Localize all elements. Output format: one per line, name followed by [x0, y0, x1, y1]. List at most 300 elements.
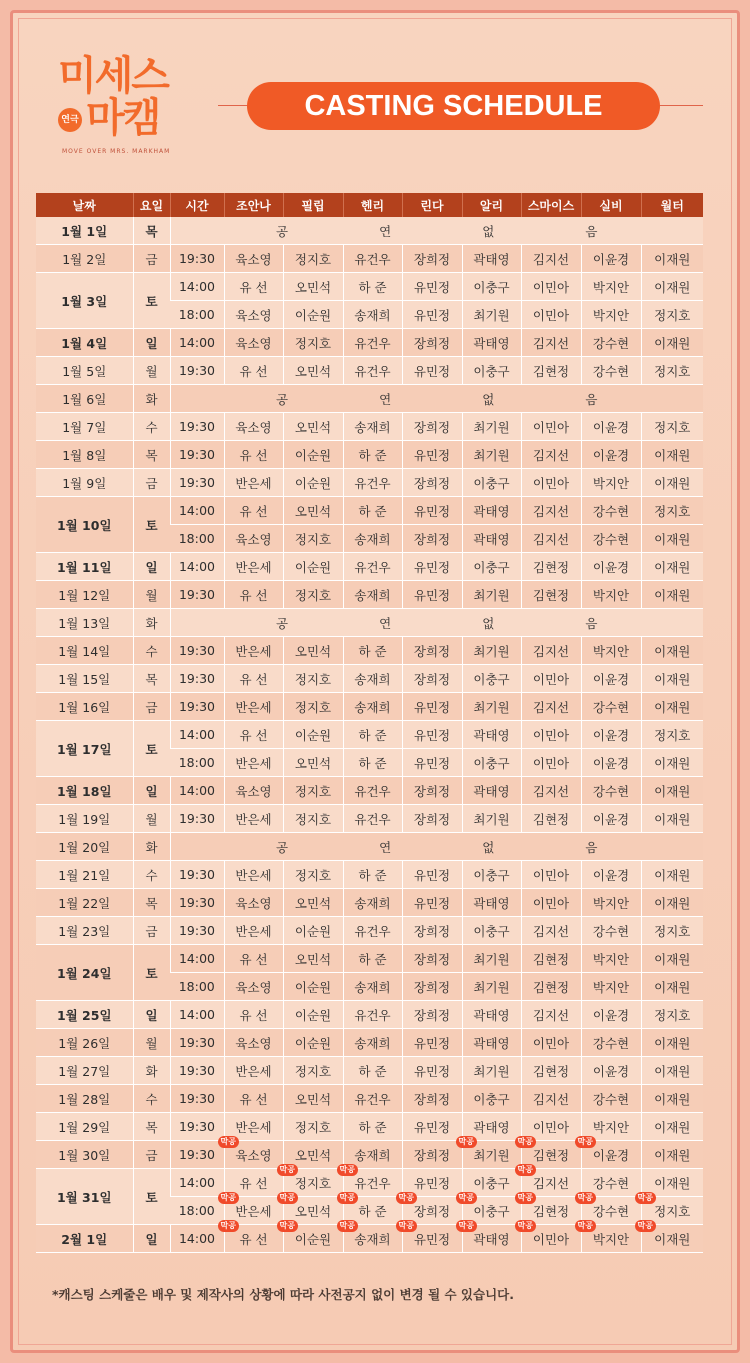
actor-name: 육소영: [235, 783, 272, 799]
table-row: [36, 329, 703, 357]
date-cell: 1월 5일: [36, 357, 133, 385]
cast-cell: [641, 917, 703, 945]
actor-name: 육소영: [235, 895, 272, 911]
cast-cell: [641, 1085, 703, 1113]
actor-name: 장희정: [413, 923, 451, 939]
time-cell: 19:30: [170, 413, 224, 441]
cast-cell: [283, 1057, 343, 1085]
cast-cell: [283, 1113, 343, 1141]
column-header: 스마이스: [521, 193, 581, 217]
actor-name: 이충구: [473, 867, 510, 883]
cast-cell: [402, 777, 462, 805]
date-cell: 1월 22일: [36, 889, 133, 917]
actor-name: 정지호: [294, 531, 332, 547]
actor-name: 유 선: [239, 671, 268, 687]
actor-name: 오민석: [294, 419, 332, 435]
cast-cell: [343, 1029, 402, 1057]
cast-cell: [402, 357, 462, 385]
cast-cell: [283, 1085, 343, 1113]
cast-cell: [402, 861, 462, 889]
cast-cell: [581, 805, 641, 833]
cast-cell: [641, 1113, 703, 1141]
cast-cell: [343, 917, 402, 945]
actor-name: 유민정: [413, 307, 451, 323]
table-row: [36, 469, 703, 497]
no-show-char: 음: [585, 839, 598, 855]
date-cell: 1월 3일: [36, 273, 133, 329]
table-row: [36, 217, 703, 245]
actor-name: 정지호: [654, 1203, 691, 1219]
cast-cell: [641, 301, 703, 329]
cast-cell: [521, 469, 581, 497]
cast-cell: [521, 1029, 581, 1057]
cast-cell: [462, 553, 521, 581]
cast-cell: [279, 1221, 343, 1253]
actor-name: 김현정: [532, 951, 570, 967]
cast-cell: [641, 1001, 703, 1029]
cast-cell: [343, 525, 402, 553]
actor-name: 이재원: [654, 699, 691, 715]
cast-cell: [224, 1001, 283, 1029]
cast-cell: [283, 553, 343, 581]
cast-cell: [462, 525, 521, 553]
cast-cell: [283, 721, 343, 749]
actor-name: 이재원: [654, 335, 691, 351]
actor-name: 강수현: [592, 923, 630, 939]
actor-name: 반은세: [235, 811, 272, 827]
actor-name: 송재희: [354, 419, 391, 435]
time-cell: 19:30: [170, 1029, 224, 1057]
cast-cell: [343, 1057, 402, 1085]
cast-cell: [581, 245, 641, 273]
cast-cell: [402, 973, 462, 1001]
weekday-cell: 금: [133, 245, 170, 273]
cast-cell: [224, 441, 283, 469]
cast-cell: [224, 329, 283, 357]
final-show-badge: 막공: [575, 1192, 596, 1204]
actor-name: 이윤경: [592, 727, 630, 743]
date-cell: 1월 1일: [36, 217, 133, 245]
actor-name: 육소영: [235, 531, 272, 547]
cast-cell: [283, 525, 343, 553]
cast-cell: [581, 777, 641, 805]
column-header: 실비: [581, 193, 641, 217]
actor-name: 하 준: [358, 643, 387, 659]
time-cell: 19:30: [170, 1085, 224, 1113]
final-show-badge: 막공: [218, 1220, 239, 1232]
cast-cell: [343, 497, 402, 525]
no-show-cell: [170, 833, 703, 861]
actor-name: 하 준: [358, 279, 387, 295]
actor-name: 유민정: [413, 755, 451, 771]
weekday-cell: 토: [133, 721, 170, 777]
actor-name: 이순원: [294, 1231, 332, 1247]
weekday-cell: 금: [133, 1141, 170, 1169]
actor-name: 이충구: [473, 1175, 510, 1191]
actor-name: 이충구: [473, 923, 510, 939]
actor-name: 육소영: [235, 1035, 272, 1051]
no-show-char: 없: [482, 615, 495, 631]
actor-name: 이윤경: [592, 671, 630, 687]
actor-name: 이재원: [654, 867, 691, 883]
actor-name: 장희정: [413, 251, 451, 267]
cast-cell: [462, 805, 521, 833]
cast-cell: [581, 469, 641, 497]
final-show-badge: 막공: [635, 1220, 656, 1232]
date-cell: 1월 17일: [36, 721, 133, 777]
cast-cell: [521, 917, 581, 945]
table-row: [36, 721, 703, 749]
actor-name: 유 선: [239, 363, 268, 379]
table-row: [36, 917, 703, 945]
actor-name: 박지안: [592, 979, 630, 995]
cast-cell: [343, 273, 402, 301]
cast-cell: [220, 1221, 283, 1253]
actor-name: 이순원: [294, 307, 332, 323]
actor-name: 정지호: [654, 1007, 691, 1023]
cast-cell: [224, 273, 283, 301]
actor-name: 김현정: [532, 559, 570, 575]
cast-cell: [581, 413, 641, 441]
cast-cell: [283, 357, 343, 385]
actor-name: 이재원: [654, 1091, 691, 1107]
actor-name: 송재희: [354, 699, 391, 715]
time-cell: 19:30: [170, 357, 224, 385]
column-header: 시간: [170, 193, 224, 217]
weekday-cell: 금: [133, 693, 170, 721]
casting-table: [36, 193, 703, 1253]
no-show-char: 연: [379, 223, 392, 239]
final-show-badge: 막공: [218, 1136, 239, 1148]
table-row: [36, 1029, 703, 1057]
date-cell: 1월 6일: [36, 385, 133, 413]
column-header: 알리: [462, 193, 521, 217]
time-cell: 19:30: [170, 581, 224, 609]
weekday-cell: 금: [133, 917, 170, 945]
final-show-badge: 막공: [635, 1192, 656, 1204]
column-header: 린다: [402, 193, 462, 217]
cast-cell: [343, 301, 402, 329]
actor-name: 김지선: [532, 643, 570, 659]
table-header-row: [36, 193, 703, 217]
cast-cell: [343, 777, 402, 805]
weekday-cell: 금: [133, 469, 170, 497]
actor-name: 육소영: [235, 1147, 272, 1163]
final-show-badge: 막공: [337, 1192, 358, 1204]
cast-cell: [521, 1001, 581, 1029]
cast-cell: [283, 273, 343, 301]
cast-cell: [224, 413, 283, 441]
table-row: [36, 1141, 703, 1169]
final-show-badge: 막공: [396, 1220, 417, 1232]
cast-cell: [343, 413, 402, 441]
no-show-char: 연: [379, 839, 392, 855]
actor-name: 장희정: [413, 335, 451, 351]
date-cell: 1월 30일: [36, 1141, 133, 1169]
actor-name: 정지호: [294, 811, 332, 827]
actor-name: 김지선: [532, 923, 570, 939]
cast-cell: [581, 721, 641, 749]
actor-name: 반은세: [235, 1203, 272, 1219]
actor-name: 정지호: [294, 251, 332, 267]
weekday-cell: 화: [133, 609, 170, 637]
actor-name: 장희정: [413, 531, 451, 547]
date-cell: 1월 18일: [36, 777, 133, 805]
actor-name: 곽태영: [473, 1231, 510, 1247]
cast-cell: [283, 889, 343, 917]
table-row: [36, 1169, 703, 1197]
cast-cell: [462, 469, 521, 497]
actor-name: 최기원: [473, 447, 510, 463]
date-cell: 1월 12일: [36, 581, 133, 609]
final-show-badge: 막공: [515, 1164, 536, 1176]
cast-cell: [224, 889, 283, 917]
cast-cell: [581, 329, 641, 357]
table-row: [36, 889, 703, 917]
cast-cell: [462, 637, 521, 665]
actor-name: 박지안: [592, 1119, 630, 1135]
weekday-cell: 화: [133, 385, 170, 413]
cast-cell: [402, 441, 462, 469]
weekday-cell: 수: [133, 413, 170, 441]
cast-cell: [283, 777, 343, 805]
cast-cell: [462, 721, 521, 749]
cast-cell: [343, 805, 402, 833]
actor-name: 유 선: [239, 447, 268, 463]
cast-cell: [224, 861, 283, 889]
actor-name: 이재원: [654, 755, 691, 771]
actor-name: 이재원: [654, 251, 691, 267]
actor-name: 김지선: [532, 503, 570, 519]
actor-name: 유 선: [239, 1091, 268, 1107]
cast-cell: [224, 721, 283, 749]
actor-name: 육소영: [235, 251, 272, 267]
cast-cell: [581, 749, 641, 777]
actor-name: 이재원: [654, 895, 691, 911]
cast-cell: [224, 1057, 283, 1085]
actor-name: 유건우: [354, 1091, 391, 1107]
cast-cell: [402, 805, 462, 833]
actor-name: 하 준: [358, 1203, 387, 1219]
actor-name: 김지선: [532, 1175, 570, 1191]
no-show-char: 없: [482, 391, 495, 407]
actor-name: 장희정: [413, 671, 451, 687]
actor-name: 유 선: [239, 587, 268, 603]
weekday-cell: 수: [133, 861, 170, 889]
time-cell: 19:30: [170, 889, 224, 917]
cast-cell: [224, 805, 283, 833]
table-row: [36, 693, 703, 721]
cast-cell: [641, 637, 703, 665]
date-cell: 1월 2일: [36, 245, 133, 273]
cast-cell: [343, 553, 402, 581]
cast-cell: [641, 469, 703, 497]
cast-cell: [581, 301, 641, 329]
cast-cell: [402, 553, 462, 581]
actor-name: 이윤경: [592, 251, 630, 267]
column-header: 날짜: [36, 193, 133, 217]
cast-cell: [462, 581, 521, 609]
cast-cell: [641, 497, 703, 525]
actor-name: 송재희: [354, 587, 391, 603]
cast-cell: [581, 637, 641, 665]
cast-cell: [343, 665, 402, 693]
actor-name: 김지선: [532, 251, 570, 267]
table-row: [36, 1225, 703, 1253]
time-cell: 14:00: [170, 497, 224, 525]
weekday-cell: 월: [133, 357, 170, 385]
cast-cell: [343, 945, 402, 973]
cast-cell: [521, 329, 581, 357]
cast-cell: [462, 973, 521, 1001]
cast-cell: [462, 301, 521, 329]
actor-name: 김지선: [532, 1091, 570, 1107]
actor-name: 유민정: [413, 1035, 451, 1051]
actor-name: 유민정: [413, 1063, 451, 1079]
weekday-cell: 일: [133, 1001, 170, 1029]
date-cell: 1월 13일: [36, 609, 133, 637]
table-row: [36, 581, 703, 609]
actor-name: 장희정: [413, 951, 451, 967]
final-show-badge: 막공: [337, 1164, 358, 1176]
table-row: [36, 833, 703, 861]
date-cell: 1월 8일: [36, 441, 133, 469]
actor-name: 최기원: [473, 307, 510, 323]
time-cell: 14:00: [170, 329, 224, 357]
column-header: 월터: [641, 193, 703, 217]
cast-cell: [641, 777, 703, 805]
cast-cell: [641, 665, 703, 693]
cast-cell: [402, 1029, 462, 1057]
actor-name: 정지호: [294, 699, 332, 715]
actor-name: 김현정: [532, 979, 570, 995]
cast-cell: [462, 245, 521, 273]
cast-cell: [581, 945, 641, 973]
table-row: [36, 1085, 703, 1113]
cast-cell: [343, 1085, 402, 1113]
actor-name: 정지호: [294, 867, 332, 883]
cast-cell: [641, 973, 703, 1001]
cast-cell: [521, 665, 581, 693]
cast-cell: [521, 273, 581, 301]
actor-name: 유민정: [413, 279, 451, 295]
cast-cell: [224, 497, 283, 525]
actor-name: 김지선: [532, 531, 570, 547]
actor-name: 유건우: [354, 1175, 391, 1191]
final-show-badge: 막공: [515, 1220, 536, 1232]
actor-name: 이충구: [473, 1203, 510, 1219]
actor-name: 장희정: [413, 1147, 451, 1163]
cast-cell: [283, 441, 343, 469]
cast-cell: [339, 1221, 402, 1253]
cast-cell: [521, 525, 581, 553]
actor-name: 정지호: [294, 783, 332, 799]
actor-name: 이순원: [294, 979, 332, 995]
actor-name: 이재원: [654, 671, 691, 687]
cast-cell: [581, 889, 641, 917]
actor-name: 이재원: [654, 783, 691, 799]
cast-cell: [581, 917, 641, 945]
cast-cell: [641, 245, 703, 273]
actor-name: 이윤경: [592, 1007, 630, 1023]
actor-name: 이민아: [532, 727, 570, 743]
actor-name: 곽태영: [473, 1119, 510, 1135]
actor-name: 장희정: [413, 1007, 451, 1023]
no-show-char: 공: [276, 391, 289, 407]
final-show-badge: 막공: [277, 1192, 298, 1204]
actor-name: 이재원: [654, 979, 691, 995]
actor-name: 반은세: [235, 643, 272, 659]
actor-name: 이재원: [654, 1175, 691, 1191]
cast-cell: [581, 1057, 641, 1085]
actor-name: 송재희: [354, 979, 391, 995]
actor-name: 이민아: [532, 867, 570, 883]
no-show-char: 연: [379, 615, 392, 631]
column-header: 필립: [283, 193, 343, 217]
table-row: [36, 273, 703, 301]
actor-name: 이재원: [654, 475, 691, 491]
actor-name: 육소영: [235, 419, 272, 435]
actor-name: 오민석: [294, 1091, 332, 1107]
table-row: [36, 609, 703, 637]
actor-name: 이충구: [473, 755, 510, 771]
cast-cell: [283, 469, 343, 497]
date-cell: 1월 15일: [36, 665, 133, 693]
cast-cell: [402, 273, 462, 301]
time-cell: 14:00: [170, 1225, 224, 1253]
weekday-cell: 토: [133, 945, 170, 1001]
cast-cell: [462, 1085, 521, 1113]
final-show-badge: 막공: [456, 1136, 477, 1148]
time-cell: 18:00: [170, 973, 224, 1001]
actor-name: 김현정: [532, 1063, 570, 1079]
actor-name: 김지선: [532, 1007, 570, 1023]
final-show-badge: 막공: [337, 1220, 358, 1232]
actor-name: 이윤경: [592, 1063, 630, 1079]
actor-name: 하 준: [358, 503, 387, 519]
cast-cell: [462, 329, 521, 357]
cast-cell: [641, 413, 703, 441]
date-cell: 1월 29일: [36, 1113, 133, 1141]
cast-cell: [581, 973, 641, 1001]
cast-cell: [641, 441, 703, 469]
actor-name: 이재원: [654, 1063, 691, 1079]
cast-cell: [283, 945, 343, 973]
cast-cell: [462, 889, 521, 917]
actor-name: 육소영: [235, 979, 272, 995]
cast-cell: [521, 581, 581, 609]
final-show-badge: 막공: [456, 1192, 477, 1204]
actor-name: 이재원: [654, 1119, 691, 1135]
cast-cell: [577, 1137, 641, 1169]
actor-name: 강수현: [592, 1203, 630, 1219]
actor-name: 유 선: [239, 1175, 268, 1191]
actor-name: 최기원: [473, 587, 510, 603]
actor-name: 김지선: [532, 335, 570, 351]
actor-name: 하 준: [358, 867, 387, 883]
actor-name: 반은세: [235, 923, 272, 939]
cast-cell: [462, 945, 521, 973]
show-logo: [58, 54, 218, 164]
actor-name: 최기원: [473, 699, 510, 715]
actor-name: 정지호: [294, 1063, 332, 1079]
time-cell: 14:00: [170, 721, 224, 749]
actor-name: 유건우: [354, 475, 391, 491]
actor-name: 김현정: [532, 587, 570, 603]
actor-name: 곽태영: [473, 335, 510, 351]
actor-name: 최기원: [473, 643, 510, 659]
actor-name: 김현정: [532, 1203, 570, 1219]
